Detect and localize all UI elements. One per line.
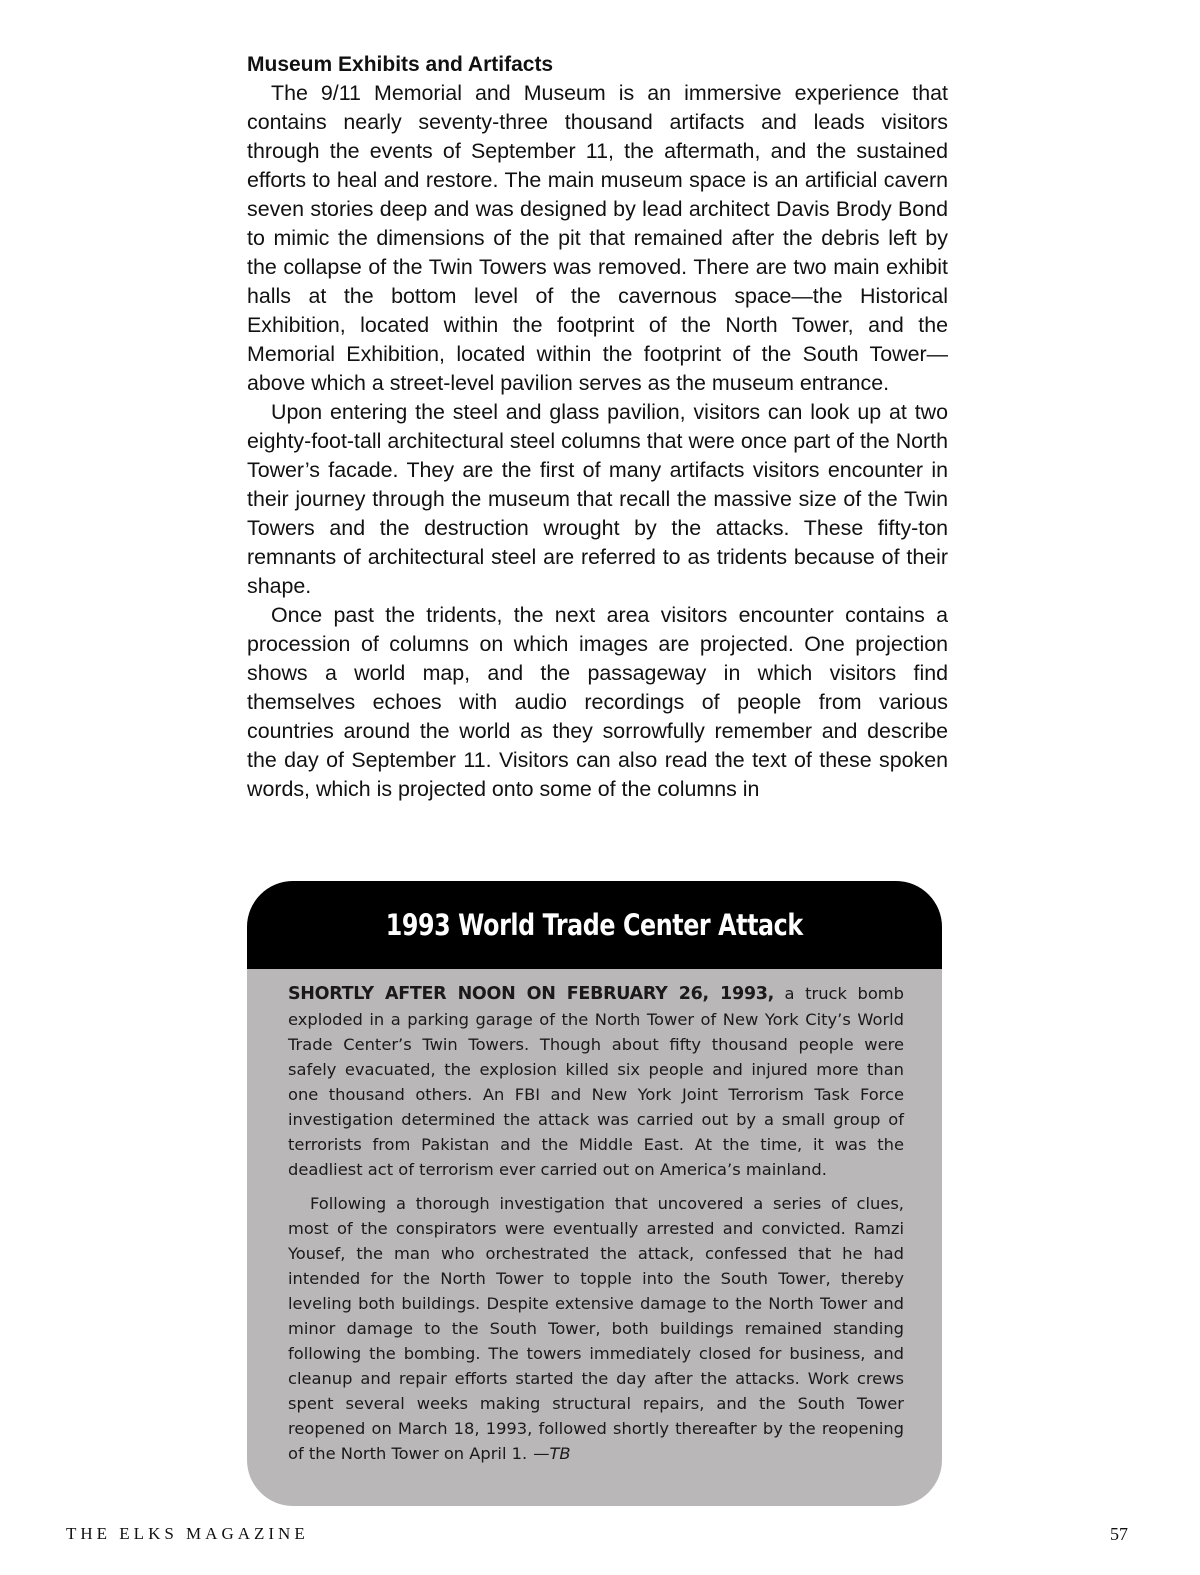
body-paragraph: Upon entering the steel and glass pavilion, visitors can look up at two eighty-foot-tall architectural steel columns that were once part of the North Tower’s facade. They are the first of many artifacts visitors encounter in their journey through the museum that recall the massive size of the Twin Towers and the destruction wrought by the attacks. These fifty-ton remnants of architectural steel are referred to as tridents because of their shape. [247, 400, 948, 598]
sidebar-body [247, 969, 942, 1466]
sidebar-lead-in: SHORTLY AFTER NOON ON FEBRUARY 26, 1993, [288, 984, 774, 1004]
body-paragraph: The 9/11 Memorial and Museum is an immersive experience that contains nearly seventy-three thousand artifacts and leads visitors through the events of September 11, the aftermath, and the sustained efforts to heal and restore. The main museum space is an artificial cavern seven stories deep and was designed by lead architect Davis Brody Bond to mimic the dimensions of the pit that remained after the debris left by the collapse of the Twin Towers was removed. There are two main exhibit halls at the bottom level of the cavernous space—the Historical Exhibition, located within the footprint of the North Tower, and the Memorial Exhibition, located within the footprint of the South Tower—above which a street-level pavilion serves as the museum entrance. [247, 81, 948, 395]
sidebar-paragraph-text: a truck bomb exploded in a parking garage of the North Tower of New York City’s World Trade Center’s Twin Towers. Though about fifty thousand people were safely evacuated, the explosion killed six people and injured more than one thousand others. An FBI and New York Joint Terrorism Task Force investigation determined the attack was carried out by a small group of terrorists from Pakistan and the Middle East. At the time, it was the deadliest act of terrorism ever carried out on America’s mainland. [288, 984, 904, 1179]
sidebar-title: 1993 World Trade Center Attack [386, 908, 803, 942]
footer-masthead: THE ELKS MAGAZINE [66, 1524, 309, 1543]
sidebar-paragraph [288, 981, 904, 1182]
sidebar-paragraph-text: Following a thorough investigation that uncovered a series of clues, most of the conspirators were eventually arrested and convicted. Ramzi Yousef, the man who orchestrated the attack, confessed that he had intended for the North Tower to topple into the South Tower, thereby leveling both buildings. Despite extensive damage to the North Tower and minor damage to the South Tower, both buildings remained standing following the bombing. The towers immediately closed for business, and cleanup and repair efforts started the day after the attacks. Work crews spent several weeks making structural repairs, and the South Tower reopened on March 18, 1993, followed shortly thereafter by the reopening of the North Tower on April 1. [288, 1194, 904, 1463]
section-heading: Museum Exhibits and Artifacts [247, 53, 554, 76]
sidebar-box [247, 881, 942, 1506]
page-number: 57 [1110, 1524, 1128, 1544]
article [247, 50, 948, 804]
body-paragraph: Once past the tridents, the next area visitors encounter contains a procession of columns on which images are projected. One projection shows a world map, and the passageway in which visitors find themselves echoes with audio recordings of people from various countries around the world as they sorrowfully remember and describe the day of September 11. Visitors can also read the text of these spoken words, which is projected onto some of the columns in [247, 603, 948, 801]
author-attribution: —TB [533, 1444, 571, 1463]
sidebar-paragraph [288, 1191, 904, 1466]
sidebar-header [247, 881, 942, 969]
